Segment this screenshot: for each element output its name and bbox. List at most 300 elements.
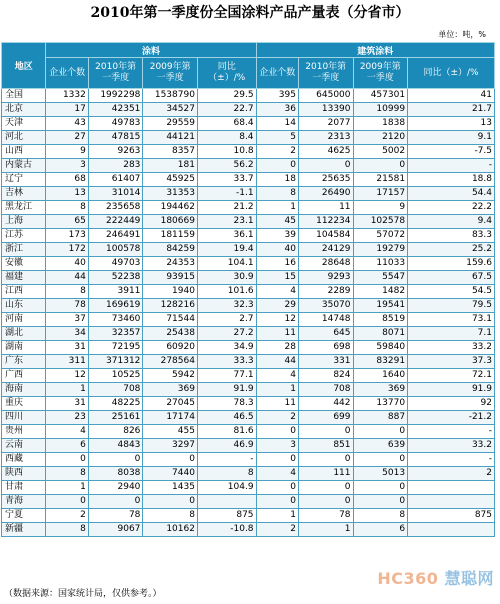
paint-yoy-cell: -1.1 — [197, 187, 256, 201]
paint-2009q1-cell: 278564 — [143, 355, 198, 369]
arch-company-count-cell: 2 — [256, 523, 298, 537]
region-cell: 青海 — [2, 495, 46, 509]
arch-yoy-cell: 91.9 — [408, 383, 495, 397]
paint-yoy-cell: 104.1 — [197, 257, 256, 271]
arch-2009q1-cell: 0 — [353, 425, 408, 439]
table-row — [2, 523, 495, 537]
arch-2009q1-cell: 5013 — [353, 467, 408, 481]
arch-yoy-cell — [408, 523, 495, 537]
arch-2009q1-cell: 102578 — [353, 215, 408, 229]
page-title: 2010年第一季度份全国涂料产品产量表（分省市） — [90, 5, 410, 21]
arch-yoy-cell: 9.1 — [408, 131, 495, 145]
data-table-container — [1, 42, 495, 537]
region-cell: 陕西 — [2, 467, 46, 481]
paint-yoy-cell: -10.8 — [197, 523, 256, 537]
paint-2009q1-cell: 0 — [143, 453, 198, 467]
paint-2009q1-cell: 7440 — [143, 467, 198, 481]
arch-2009q1-cell: 369 — [353, 383, 408, 397]
region-cell: 黑龙江 — [2, 201, 46, 215]
paint-2010q1-cell: 42351 — [88, 103, 143, 117]
arch-2009q1-cell: 17157 — [353, 187, 408, 201]
paint-yoy-cell: 36.1 — [197, 229, 256, 243]
arch-2009q1-cell: 83291 — [353, 355, 408, 369]
arch-company-count-cell: 2 — [256, 411, 298, 425]
paint-company-count-cell: 1 — [46, 383, 88, 397]
arch-2009q1-cell: 457301 — [353, 89, 408, 103]
region-cell: 海南 — [2, 383, 46, 397]
region-cell: 重庆 — [2, 397, 46, 411]
arch-company-count-cell: 1 — [256, 509, 298, 523]
arch-company-count-cell: 4 — [256, 285, 298, 299]
table-row — [2, 285, 495, 299]
paint-2010q1-cell: 246491 — [88, 229, 143, 243]
paint-company-count-cell: 0 — [46, 453, 88, 467]
arch-2010q1-cell: 35070 — [298, 299, 353, 313]
paint-yoy-cell: 8 — [197, 467, 256, 481]
arch-company-count-cell: 4 — [256, 467, 298, 481]
region-cell: 宁夏 — [2, 509, 46, 523]
table-row — [2, 481, 495, 495]
paint-company-count-cell: 172 — [46, 243, 88, 257]
table-row — [2, 89, 495, 103]
paint-2009q1-cell: 180669 — [143, 215, 198, 229]
arch-2010q1-cell: 699 — [298, 411, 353, 425]
paint-company-count-cell: 311 — [46, 355, 88, 369]
arch-yoy-cell: 54.5 — [408, 285, 495, 299]
arch-2010q1-cell: 26490 — [298, 187, 353, 201]
region-cell: 吉林 — [2, 187, 46, 201]
arch-2010q1-cell: 1 — [298, 523, 353, 537]
table-row — [2, 243, 495, 257]
arch-2010q1-cell: 698 — [298, 341, 353, 355]
arch-2010q1-cell: 9293 — [298, 271, 353, 285]
paint-2009q1-cell: 84259 — [143, 243, 198, 257]
paint-2010q1-cell: 10525 — [88, 369, 143, 383]
arch-yoy-cell: 13 — [408, 117, 495, 131]
paint-2010q1-cell: 8038 — [88, 467, 143, 481]
paint-company-count-header: 企业个数 — [46, 58, 88, 89]
table-row — [2, 159, 495, 173]
table-row — [2, 439, 495, 453]
paint-yoy-cell: 78.3 — [197, 397, 256, 411]
paint-company-count-cell: 1 — [46, 481, 88, 495]
paint-company-count-cell: 6 — [46, 439, 88, 453]
arch-2009q1-cell: 1482 — [353, 285, 408, 299]
paint-2010q1-cell: 283 — [88, 159, 143, 173]
table-row — [2, 495, 495, 509]
paint-yoy-cell: 46.9 — [197, 439, 256, 453]
paint-2009q1-cell: 17174 — [143, 411, 198, 425]
region-cell: 福建 — [2, 271, 46, 285]
paint-2009q1-cell: 8357 — [143, 145, 198, 159]
arch-yoy-cell: 73.1 — [408, 313, 495, 327]
arch-2010q1-cell: 645000 — [298, 89, 353, 103]
table-row — [2, 299, 495, 313]
table-row — [2, 229, 495, 243]
region-cell: 新疆 — [2, 523, 46, 537]
paint-2009q1-cell: 60920 — [143, 341, 198, 355]
paint-company-count-cell: 8 — [46, 467, 88, 481]
paint-company-count-cell: 68 — [46, 173, 88, 187]
arch-2009q1-cell: 8 — [353, 509, 408, 523]
arch-2010q1-cell: 104584 — [298, 229, 353, 243]
paint-2009q1-cell: 93915 — [143, 271, 198, 285]
table-row — [2, 383, 495, 397]
arch-2010q1-cell: 645 — [298, 327, 353, 341]
paint-2010q1-cell: 78 — [88, 509, 143, 523]
arch-2009q1-cell: 0 — [353, 159, 408, 173]
arch-yoy-cell: 72.1 — [408, 369, 495, 383]
arch-company-count-cell: 14 — [256, 117, 298, 131]
region-cell: 广西 — [2, 369, 46, 383]
arch-company-count-cell: 8 — [256, 187, 298, 201]
arch-yoy-cell: 41 — [408, 89, 495, 103]
arch-2010q1-cell: 112234 — [298, 215, 353, 229]
watermark-part-2: 慧聪网 — [438, 569, 494, 588]
paint-2010q1-cell: 49783 — [88, 117, 143, 131]
arch-yoy-cell: 54.4 — [408, 187, 495, 201]
arch-yoy-cell: - — [408, 159, 495, 173]
arch-yoy-cell: - — [408, 425, 495, 439]
arch-company-count-header: 企业个数 — [256, 58, 298, 89]
arch-yoy-cell: 21.7 — [408, 103, 495, 117]
paint-company-count-cell: 8 — [46, 523, 88, 537]
paint-2009q1-cell: 71544 — [143, 313, 198, 327]
paint-2009q1-cell: 45925 — [143, 173, 198, 187]
table-row — [2, 145, 495, 159]
table-row — [2, 411, 495, 425]
paint-2010q1-cell: 52238 — [88, 271, 143, 285]
paint-2010q1-cell: 61407 — [88, 173, 143, 187]
arch-2010q1-cell: 331 — [298, 355, 353, 369]
paint-company-count-cell: 40 — [46, 257, 88, 271]
arch-company-count-cell: 395 — [256, 89, 298, 103]
paint-2009q1-cell: 181 — [143, 159, 198, 173]
region-cell: 全国 — [2, 89, 46, 103]
arch-company-count-cell: 1 — [256, 383, 298, 397]
arch-yoy-cell: 25.2 — [408, 243, 495, 257]
paint-2010q1-cell: 4843 — [88, 439, 143, 453]
paint-company-count-cell: 13 — [46, 187, 88, 201]
paint-2010q1-cell: 826 — [88, 425, 143, 439]
paint-2010q1-cell: 9263 — [88, 145, 143, 159]
region-cell: 河南 — [2, 313, 46, 327]
arch-yoy-cell: 79.5 — [408, 299, 495, 313]
arch-2010q1-cell: 2313 — [298, 131, 353, 145]
paint-yoy-cell: 22.7 — [197, 103, 256, 117]
arch-2009q1-cell: 19541 — [353, 299, 408, 313]
paint-2010q1-cell: 222449 — [88, 215, 143, 229]
production-table — [1, 42, 495, 537]
arch-2009q1-cell: 887 — [353, 411, 408, 425]
paint-yoy-cell — [197, 495, 256, 509]
arch-yoy-cell: 37.3 — [408, 355, 495, 369]
paint-2010q1-cell: 73460 — [88, 313, 143, 327]
table-row — [2, 453, 495, 467]
arch-2009q1-cell: 57072 — [353, 229, 408, 243]
paint-2009q1-cell: 5942 — [143, 369, 198, 383]
paint-2010q1-cell: 1992298 — [88, 89, 143, 103]
table-row — [2, 355, 495, 369]
paint-company-count-cell: 3 — [46, 159, 88, 173]
region-cell: 湖南 — [2, 341, 46, 355]
paint-yoy-cell: 81.6 — [197, 425, 256, 439]
arch-2010q1-cell: 0 — [298, 481, 353, 495]
arch-yoy-cell: 83.3 — [408, 229, 495, 243]
paint-2010q1-cell: 0 — [88, 495, 143, 509]
arch-2010q1-cell: 28648 — [298, 257, 353, 271]
paint-2009q1-cell: 34527 — [143, 103, 198, 117]
arch-2009q1-cell: 11033 — [353, 257, 408, 271]
arch-2009q1-cell: 0 — [353, 453, 408, 467]
arch-company-count-cell: 2 — [256, 145, 298, 159]
arch-company-count-cell: 44 — [256, 355, 298, 369]
paint-2010q1-cell: 169619 — [88, 299, 143, 313]
table-row — [2, 369, 495, 383]
table-row — [2, 117, 495, 131]
paint-2009q1-cell: 128216 — [143, 299, 198, 313]
arch-company-count-cell: 16 — [256, 257, 298, 271]
arch-2009q1-cell: 21581 — [353, 173, 408, 187]
paint-yoy-cell: 104.9 — [197, 481, 256, 495]
paint-company-count-cell: 0 — [46, 495, 88, 509]
paint-2010q1-cell: 3911 — [88, 285, 143, 299]
table-row — [2, 425, 495, 439]
paint-yoy-cell: 19.4 — [197, 243, 256, 257]
arch-2010q1-cell: 111 — [298, 467, 353, 481]
paint-2010q1-cell: 32357 — [88, 327, 143, 341]
arch-yoy-cell: 7.1 — [408, 327, 495, 341]
arch-2009q1-cell: 8519 — [353, 313, 408, 327]
arch-2009q1-cell: 5002 — [353, 145, 408, 159]
arch-2009q1-cell: 2120 — [353, 131, 408, 145]
arch-yoy-cell — [408, 481, 495, 495]
arch-company-count-cell: 0 — [256, 425, 298, 439]
arch-2009q1-cell: 13770 — [353, 397, 408, 411]
paint-2010q1-cell: 100578 — [88, 243, 143, 257]
arch-2010q1-cell: 25635 — [298, 173, 353, 187]
arch-2010q1-cell: 0 — [298, 425, 353, 439]
paint-2009q1-cell: 194462 — [143, 201, 198, 215]
paint-2010q1-cell: 9067 — [88, 523, 143, 537]
paint-yoy-cell: 27.2 — [197, 327, 256, 341]
table-row — [2, 509, 495, 523]
paint-2009q1-cell: 31353 — [143, 187, 198, 201]
paint-2010q1-cell: 371312 — [88, 355, 143, 369]
arch-2009q1-cell: 0 — [353, 495, 408, 509]
paint-company-count-cell: 17 — [46, 103, 88, 117]
paint-company-count-cell: 2 — [46, 509, 88, 523]
paint-2010q1-cell: 2940 — [88, 481, 143, 495]
arch-company-count-cell: 29 — [256, 299, 298, 313]
region-cell: 贵州 — [2, 425, 46, 439]
paint-2009q1-cell: 10162 — [143, 523, 198, 537]
arch-yoy-cell: 875 — [408, 509, 495, 523]
arch-yoy-cell: 33.2 — [408, 341, 495, 355]
paint-company-count-cell: 12 — [46, 369, 88, 383]
arch-2010q1-cell: 13390 — [298, 103, 353, 117]
arch-company-count-cell: 28 — [256, 341, 298, 355]
table-row — [2, 257, 495, 271]
paint-2010q1-cell: 25161 — [88, 411, 143, 425]
paint-company-count-cell: 44 — [46, 271, 88, 285]
arch-yoy-header: 同比（±）/% — [408, 58, 495, 89]
paint-yoy-cell: - — [197, 453, 256, 467]
paint-yoy-cell: 875 — [197, 509, 256, 523]
arch-company-count-cell: 0 — [256, 159, 298, 173]
table-row — [2, 187, 495, 201]
paint-yoy-cell: 2.7 — [197, 313, 256, 327]
arch-company-count-cell: 4 — [256, 369, 298, 383]
paint-2010q1-cell: 31014 — [88, 187, 143, 201]
arch-yoy-cell: 159.6 — [408, 257, 495, 271]
paint-company-count-cell: 31 — [46, 397, 88, 411]
arch-2010q1-cell: 851 — [298, 439, 353, 453]
paint-2009q1-header: 2009年第一季度 — [143, 58, 198, 89]
paint-yoy-header: 同比（±）/% — [197, 58, 256, 89]
arch-yoy-cell: 18.8 — [408, 173, 495, 187]
paint-2009q1-cell: 44121 — [143, 131, 198, 145]
paint-company-count-cell: 43 — [46, 117, 88, 131]
paint-company-count-cell: 1332 — [46, 89, 88, 103]
arch-2009q1-cell: 19279 — [353, 243, 408, 257]
table-row — [2, 173, 495, 187]
arch-2010q1-header: 2010年第一季度 — [298, 58, 353, 89]
arch-company-count-cell: 11 — [256, 327, 298, 341]
arch-company-count-cell: 12 — [256, 313, 298, 327]
region-cell: 上海 — [2, 215, 46, 229]
paint-company-count-cell: 34 — [46, 327, 88, 341]
paint-yoy-cell: 91.9 — [197, 383, 256, 397]
paint-yoy-cell: 101.6 — [197, 285, 256, 299]
paint-company-count-cell: 78 — [46, 299, 88, 313]
arch-2010q1-cell: 824 — [298, 369, 353, 383]
arch-2010q1-cell: 78 — [298, 509, 353, 523]
paint-2010q1-cell: 47815 — [88, 131, 143, 145]
arch-company-count-cell: 18 — [256, 173, 298, 187]
arch-company-count-cell: 40 — [256, 243, 298, 257]
arch-company-count-cell: 1 — [256, 201, 298, 215]
table-row — [2, 201, 495, 215]
paint-2009q1-cell: 455 — [143, 425, 198, 439]
region-cell: 西藏 — [2, 453, 46, 467]
arch-2009q1-cell: 0 — [353, 481, 408, 495]
paint-yoy-cell: 29.5 — [197, 89, 256, 103]
paint-yoy-cell: 33.7 — [197, 173, 256, 187]
paint-2010q1-cell: 48225 — [88, 397, 143, 411]
paint-yoy-cell: 10.8 — [197, 145, 256, 159]
paint-2009q1-cell: 181159 — [143, 229, 198, 243]
arch-2010q1-cell: 0 — [298, 159, 353, 173]
paint-2010q1-cell: 72195 — [88, 341, 143, 355]
arch-company-count-cell: 39 — [256, 229, 298, 243]
region-cell: 浙江 — [2, 243, 46, 257]
arch-company-count-cell: 15 — [256, 271, 298, 285]
region-cell: 安徽 — [2, 257, 46, 271]
table-row — [2, 103, 495, 117]
paint-yoy-cell: 34.9 — [197, 341, 256, 355]
paint-2010q1-cell: 49703 — [88, 257, 143, 271]
arch-yoy-cell: -21.2 — [408, 411, 495, 425]
region-cell: 广东 — [2, 355, 46, 369]
paint-company-count-cell: 37 — [46, 313, 88, 327]
table-row — [2, 341, 495, 355]
arch-2009q1-cell: 59840 — [353, 341, 408, 355]
region-cell: 山西 — [2, 145, 46, 159]
region-cell: 内蒙古 — [2, 159, 46, 173]
paint-company-count-cell: 23 — [46, 411, 88, 425]
paint-2009q1-cell: 1435 — [143, 481, 198, 495]
table-row — [2, 131, 495, 145]
paint-company-count-cell: 173 — [46, 229, 88, 243]
region-cell: 四川 — [2, 411, 46, 425]
paint-2009q1-cell: 1940 — [143, 285, 198, 299]
table-row — [2, 313, 495, 327]
arch-2010q1-cell: 11 — [298, 201, 353, 215]
paint-yoy-cell: 33.3 — [197, 355, 256, 369]
arch-yoy-cell: 22.2 — [408, 201, 495, 215]
paint-company-count-cell: 4 — [46, 425, 88, 439]
arch-2009q1-cell: 5547 — [353, 271, 408, 285]
arch-yoy-cell: 33.2 — [408, 439, 495, 453]
region-cell: 北京 — [2, 103, 46, 117]
paint-yoy-cell: 32.3 — [197, 299, 256, 313]
watermark-logo — [377, 566, 494, 589]
arch-company-count-cell: 36 — [256, 103, 298, 117]
paint-2009q1-cell: 24353 — [143, 257, 198, 271]
paint-company-count-cell: 8 — [46, 285, 88, 299]
watermark-part-1: HC360 — [377, 569, 439, 588]
paint-yoy-cell: 56.2 — [197, 159, 256, 173]
arch-company-count-cell: 45 — [256, 215, 298, 229]
arch-2010q1-cell: 0 — [298, 453, 353, 467]
arch-2009q1-header: 2009年第一季度 — [353, 58, 408, 89]
paint-yoy-cell: 77.1 — [197, 369, 256, 383]
paint-2009q1-cell: 1538790 — [143, 89, 198, 103]
arch-company-count-cell: 0 — [256, 453, 298, 467]
arch-yoy-cell: 2 — [408, 467, 495, 481]
paint-2010q1-cell: 235658 — [88, 201, 143, 215]
table-row — [2, 215, 495, 229]
arch-company-count-cell: 5 — [256, 131, 298, 145]
unit-label: 单位：吨，% — [438, 30, 486, 39]
arch-2010q1-cell: 708 — [298, 383, 353, 397]
paint-2009q1-cell: 369 — [143, 383, 198, 397]
arch-company-count-cell: 11 — [256, 397, 298, 411]
region-cell: 辽宁 — [2, 173, 46, 187]
paint-company-count-cell: 9 — [46, 145, 88, 159]
arch-2009q1-cell: 9 — [353, 201, 408, 215]
region-cell: 河北 — [2, 131, 46, 145]
arch-company-count-cell: 3 — [256, 439, 298, 453]
arch-2010q1-cell: 442 — [298, 397, 353, 411]
arch-yoy-cell: -7.5 — [408, 145, 495, 159]
paint-yoy-cell: 30.9 — [197, 271, 256, 285]
paint-2010q1-header: 2010年第一季度 — [88, 58, 143, 89]
paint-2009q1-cell: 29559 — [143, 117, 198, 131]
region-cell: 江西 — [2, 285, 46, 299]
arch-2009q1-cell: 1640 — [353, 369, 408, 383]
arch-2010q1-cell: 2077 — [298, 117, 353, 131]
paint-2010q1-cell: 708 — [88, 383, 143, 397]
arch-yoy-cell: 9.4 — [408, 215, 495, 229]
paint-group-header: 涂料 — [46, 43, 256, 58]
paint-2009q1-cell: 3297 — [143, 439, 198, 453]
arch-2010q1-cell: 24129 — [298, 243, 353, 257]
arch-2009q1-cell: 6 — [353, 523, 408, 537]
arch-2009q1-cell: 8071 — [353, 327, 408, 341]
arch-yoy-cell: 67.5 — [408, 271, 495, 285]
